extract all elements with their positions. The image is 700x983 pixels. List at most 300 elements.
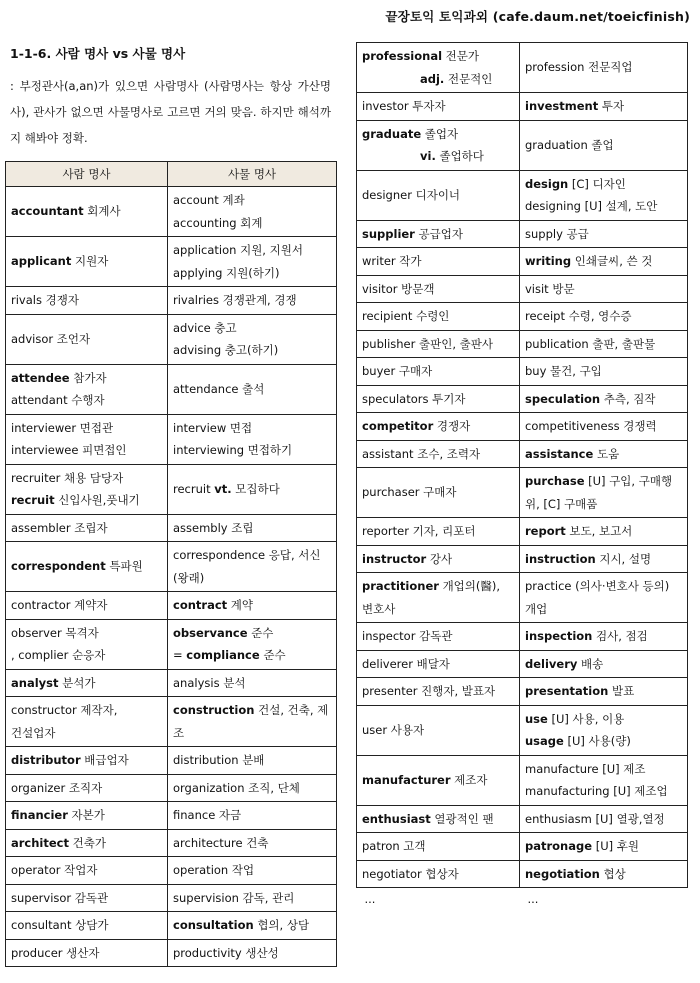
bold-term: assistance [525, 446, 594, 461]
cell-line [362, 95, 514, 118]
cell-line [362, 769, 514, 792]
cell-line [173, 189, 331, 212]
cell-text: recruit [173, 481, 215, 496]
table-row [6, 857, 337, 885]
cell-text: assistant 조수, 조력자 [362, 446, 481, 461]
cell-text: 자본가 [67, 808, 105, 822]
cell-text: 협상 [599, 866, 626, 881]
bold-term: vi. [420, 149, 436, 163]
cell-text: 준수 [247, 625, 274, 640]
cell-line [173, 212, 331, 235]
table-row [6, 747, 337, 775]
person-noun-cell [357, 650, 520, 678]
cell-line [173, 804, 331, 827]
thing-noun-cell [520, 43, 688, 93]
cell-text: rivals 경쟁자 [11, 293, 79, 307]
cell-line [173, 832, 331, 855]
cell-line [525, 653, 682, 676]
bold-term: financier [11, 808, 68, 822]
cell-line [362, 250, 514, 273]
person-noun-cell [357, 678, 520, 706]
thing-noun-cell [520, 545, 688, 573]
cell-text: 전문가 [442, 49, 480, 63]
cell-line [11, 832, 162, 855]
thing-noun-cell [168, 187, 337, 237]
person-noun-cell [357, 330, 520, 358]
cell-line [362, 548, 514, 571]
cell-text: 검사, 점검 [592, 629, 648, 643]
cell-line [11, 622, 162, 645]
thing-noun-cell [520, 833, 688, 861]
cell-line [173, 439, 331, 462]
cell-text: visitor 방문객 [362, 281, 435, 296]
thing-noun-cell [520, 623, 688, 651]
cell-text: 개업의(醫), 변호사 [362, 579, 501, 616]
cell-text: manufacture [U] 제조 [525, 761, 646, 776]
bold-term: observance [173, 625, 248, 640]
cell-line [525, 520, 682, 543]
thing-noun-cell [520, 860, 688, 888]
table-row [6, 542, 337, 592]
table-row [6, 287, 337, 315]
cell-line [525, 333, 682, 356]
thing-noun-cell [520, 358, 688, 386]
ellipsis-text: ... [527, 892, 539, 906]
cell-line [525, 575, 682, 620]
bold-term: speculation [525, 391, 601, 406]
cell-text: reporter 기자, 리포터 [362, 524, 476, 538]
thing-noun-cell [520, 573, 688, 623]
cell-text: 공급업자 [414, 226, 463, 241]
person-noun-cell [6, 314, 168, 364]
cell-text: purchaser 구매자 [362, 485, 457, 500]
table-row [357, 220, 688, 248]
cell-text: assembler 조립자 [11, 520, 108, 535]
cell-text: negotiator 협상자 [362, 866, 459, 881]
thing-noun-cell [520, 468, 688, 518]
person-noun-cell [357, 573, 520, 623]
cell-line [362, 123, 514, 146]
table-header-row [6, 162, 337, 187]
bold-term: use [525, 711, 548, 726]
table-row [6, 414, 337, 464]
cell-text: advising 충고(하기) [173, 343, 279, 357]
cell-line [173, 378, 331, 401]
cell-text: 발표 [608, 684, 635, 698]
cell-text: advice 충고 [173, 320, 237, 335]
cell-line [525, 415, 682, 438]
table-row [6, 592, 337, 620]
thing-noun-cell [168, 697, 337, 747]
cell-text: writer 작가 [362, 254, 422, 268]
cell-line [362, 184, 514, 207]
table-row [6, 697, 337, 747]
cell-text: , complier 순응자 [11, 648, 106, 662]
cell-line [525, 808, 682, 831]
cell-line [362, 45, 514, 68]
cell-line [525, 548, 682, 571]
person-noun-cell [6, 829, 168, 857]
section-intro: : 부정관사(a,an)가 있으면 사람명사 (사람명사는 항상 가산명사), 관사가 없으면 사물명사로 고르면 거의 맞음. 하지만 해석까지 해봐야 정확. [10, 79, 331, 145]
cell-text: 경쟁자 [433, 419, 471, 433]
cell-text: 보도, 보고서 [565, 524, 633, 538]
person-noun-cell [357, 805, 520, 833]
cell-line [525, 223, 682, 246]
cell-text: 건설업자 [11, 725, 56, 740]
person-noun-cell [357, 705, 520, 755]
person-noun-cell [6, 912, 168, 940]
table-row [357, 545, 688, 573]
cell-line [362, 680, 514, 703]
cell-line [362, 625, 514, 648]
person-noun-cell [357, 860, 520, 888]
cell-text: buy 물건, 구입 [525, 364, 602, 378]
ellipsis-row [357, 888, 688, 911]
cell-line [362, 520, 514, 543]
bold-term: architect [11, 835, 69, 850]
person-noun-cell [6, 802, 168, 830]
cell-text: interview 면접 [173, 420, 253, 435]
cell-text: 건축가 [69, 835, 106, 850]
cell-text: constructor 제작자, [11, 703, 118, 717]
cell-text: user 사용자 [362, 722, 425, 737]
cell-text: recruiter 채용 담당자 [11, 470, 124, 485]
table-row [357, 120, 688, 170]
cell-line [11, 777, 162, 800]
cell-line [11, 467, 162, 490]
person-noun-cell [6, 592, 168, 620]
cell-line [173, 339, 331, 362]
table-row [357, 518, 688, 546]
bold-term: analyst [11, 675, 59, 690]
table-row [357, 573, 688, 623]
cell-line [525, 758, 682, 781]
person-noun-cell [357, 755, 520, 805]
cell-text: 열광적인 팬 [430, 811, 494, 826]
left-column [5, 44, 335, 967]
table-row [357, 303, 688, 331]
person-noun-cell [357, 518, 520, 546]
cell-text: publisher 출판인, 출판사 [362, 336, 493, 351]
cell-text: 분석가 [58, 675, 96, 690]
cell-line [173, 622, 331, 645]
cell-line [525, 470, 682, 515]
thing-noun-cell [168, 592, 337, 620]
table-row [357, 705, 688, 755]
cell-text: finance 자금 [173, 808, 242, 822]
bold-term: attendee [11, 370, 70, 385]
bold-term: patronage [525, 839, 593, 853]
cell-text: consultant 상담가 [11, 918, 109, 932]
table-row [357, 650, 688, 678]
person-noun-cell [357, 120, 520, 170]
table-row [357, 330, 688, 358]
cell-line [173, 262, 331, 285]
cell-line [525, 95, 682, 118]
bold-term: distributor [11, 753, 81, 767]
thing-noun-cell [168, 542, 337, 592]
person-noun-cell [357, 93, 520, 121]
thing-noun-cell [520, 518, 688, 546]
table-row [357, 623, 688, 651]
person-noun-cell [357, 303, 520, 331]
table-row [6, 774, 337, 802]
cell-text: 모집하다 [231, 481, 280, 496]
cell-line [11, 289, 162, 312]
cell-text: 인쇄글씨, 쓴 것 [571, 254, 653, 268]
cell-text: = [173, 648, 187, 662]
cell-text: attendant 수행자 [11, 393, 105, 407]
cell-text: interviewing 면접하기 [173, 443, 293, 457]
cell-text: recipient 수령인 [362, 309, 450, 323]
cell-text: [U] 구입, 구매행위, [C] 구매품 [525, 474, 673, 511]
table-row [6, 619, 337, 669]
cell-line [525, 134, 682, 157]
bold-term: investment [525, 99, 599, 113]
cell-line [173, 594, 331, 617]
cell-text: enthusiasm [U] 열광,열정 [525, 811, 665, 826]
cell-text: 도움 [593, 446, 620, 461]
cell-text: [U] 후원 [592, 839, 639, 853]
table-row [6, 669, 337, 697]
thing-noun-cell [520, 93, 688, 121]
thing-noun-cell [168, 287, 337, 315]
cell-text: accounting 회계 [173, 215, 263, 230]
cell-text: 투자 [598, 99, 625, 113]
table-row [357, 440, 688, 468]
thing-noun-cell [168, 669, 337, 697]
person-noun-cell [6, 939, 168, 967]
cell-line [173, 289, 331, 312]
bold-term: practitioner [362, 579, 439, 593]
cell-line [173, 859, 331, 882]
cell-line [173, 517, 331, 540]
cell-text: rivalries 경쟁관계, 경쟁 [173, 293, 297, 307]
cell-line [525, 56, 682, 79]
cell-line [525, 863, 682, 886]
cell-line [11, 517, 162, 540]
cell-text: visit 방문 [525, 281, 575, 296]
cell-text: 참가자 [69, 370, 107, 385]
cell-text: 배송 [577, 656, 604, 671]
table-row [6, 364, 337, 414]
table-row [357, 833, 688, 861]
cell-text: 협의, 상담 [253, 918, 310, 932]
person-noun-cell [6, 364, 168, 414]
thing-noun-cell [520, 805, 688, 833]
cell-line [11, 328, 162, 351]
table-row [357, 385, 688, 413]
cell-line [11, 489, 162, 512]
cell-text: [C] 디자인 [568, 176, 626, 191]
cell-text: distribution 분배 [173, 753, 265, 767]
cell-line [362, 415, 514, 438]
cell-text: 지원자 [71, 254, 109, 269]
cell-text: 건설, 건축, 제조 [173, 703, 329, 740]
header-thing-noun: 사물 명사 [168, 162, 337, 187]
person-noun-cell [6, 542, 168, 592]
bold-term: delivery [525, 656, 578, 671]
cell-text: correspondence 응답, 서신(왕래) [173, 548, 321, 585]
cell-line [173, 239, 331, 262]
bold-term: competitor [362, 419, 434, 433]
cell-line [525, 625, 682, 648]
cell-text: interviewer 면접관 [11, 420, 114, 435]
cell-line [362, 68, 514, 91]
cell-text: investor 투자자 [362, 99, 446, 113]
person-noun-cell [357, 220, 520, 248]
cell-line [11, 942, 162, 965]
cell-text: operator 작업자 [11, 863, 98, 877]
cell-text: 준수 [259, 648, 286, 662]
table-row [6, 314, 337, 364]
cell-text: 추측, 짐작 [600, 391, 656, 406]
thing-noun-cell [168, 829, 337, 857]
table-row [6, 912, 337, 940]
cell-line [173, 644, 331, 667]
thing-noun-cell [168, 314, 337, 364]
header-person-noun: 사람 명사 [6, 162, 168, 187]
thing-noun-cell [520, 755, 688, 805]
cell-text: buyer 구매자 [362, 364, 433, 378]
person-noun-cell [357, 358, 520, 386]
cell-text: 강사 [426, 551, 453, 566]
cell-line [11, 749, 162, 772]
cell-text: applying 지원(하기) [173, 265, 280, 280]
thing-noun-cell [168, 884, 337, 912]
person-noun-cell [357, 468, 520, 518]
person-noun-cell [6, 287, 168, 315]
bold-term: instructor [362, 551, 427, 566]
cell-line [11, 250, 162, 273]
table-row [357, 43, 688, 93]
thing-noun-cell [520, 413, 688, 441]
person-noun-cell [6, 514, 168, 542]
person-noun-cell [357, 248, 520, 276]
cell-text: patron 고객 [362, 839, 426, 853]
cell-text: competitiveness 경쟁력 [525, 419, 657, 433]
bold-term: graduate [362, 126, 422, 141]
thing-noun-cell [168, 414, 337, 464]
bold-term: writing [525, 254, 572, 268]
bold-term: instruction [525, 551, 596, 566]
thing-noun-cell [168, 939, 337, 967]
cell-line [525, 443, 682, 466]
cell-line [362, 653, 514, 676]
cell-line [173, 317, 331, 340]
thing-noun-cell [520, 303, 688, 331]
cell-text: attendance 출석 [173, 381, 265, 396]
table-row [357, 93, 688, 121]
cell-text: 배급업자 [80, 753, 129, 767]
table-row [357, 275, 688, 303]
cell-line [362, 835, 514, 858]
cell-text: supervision 감독, 관리 [173, 890, 295, 905]
cell-text: operation 작업 [173, 863, 255, 877]
cell-line [173, 942, 331, 965]
thing-noun-cell [520, 440, 688, 468]
bold-term: professional [362, 49, 443, 63]
cell-text: [U] 사용(량) [563, 734, 631, 748]
thing-noun-cell [168, 912, 337, 940]
cell-text: designer 디자이너 [362, 187, 461, 202]
thing-noun-cell [520, 170, 688, 220]
person-noun-cell [6, 747, 168, 775]
person-noun-cell [357, 43, 520, 93]
cell-line [525, 278, 682, 301]
cell-text: 졸업자 [421, 126, 459, 141]
cell-text: 신입사원,풋내기 [54, 493, 140, 507]
cell-text: 전문적인 [444, 71, 493, 86]
person-noun-cell [6, 774, 168, 802]
thing-noun-cell [520, 120, 688, 170]
cell-line [525, 730, 682, 753]
person-noun-cell [357, 440, 520, 468]
section-title: 1-1-6. 사람 명사 vs 사물 명사 [10, 46, 186, 61]
cell-line [525, 388, 682, 411]
cell-text: interviewee 피면접인 [11, 443, 127, 457]
person-noun-cell [6, 697, 168, 747]
bold-term: applicant [11, 254, 72, 269]
bold-term: compliance [186, 648, 260, 662]
table-row [6, 829, 337, 857]
cell-text: producer 생산자 [11, 945, 100, 960]
cell-text: productivity 생산성 [173, 945, 279, 960]
bold-term: vt. [214, 481, 232, 496]
bold-term: manufacturer [362, 772, 451, 787]
page-header: 끝장토익 토익과외 (cafe.daum.net/toeicfinish) [385, 9, 690, 24]
thing-noun-cell [520, 650, 688, 678]
cell-line [362, 388, 514, 411]
cell-text: 졸업하다 [435, 149, 484, 163]
cell-line [525, 195, 682, 218]
thing-noun-cell [168, 747, 337, 775]
thing-noun-cell [168, 464, 337, 514]
table-row [357, 413, 688, 441]
cell-line [11, 672, 162, 695]
cell-text: advisor 조언자 [11, 331, 91, 346]
person-noun-cell [357, 413, 520, 441]
cell-line [11, 644, 162, 667]
table-row [357, 805, 688, 833]
cell-text: application 지원, 지원서 [173, 243, 303, 257]
cell-line [11, 439, 162, 462]
cell-line [11, 417, 162, 440]
cell-line [362, 863, 514, 886]
cell-text: analysis 분석 [173, 675, 246, 690]
ellipsis-text: ... [364, 892, 376, 906]
table-row [357, 170, 688, 220]
cell-text: 제조자 [450, 772, 488, 787]
cell-line [11, 722, 162, 745]
cell-text: practice (의사·변호사 등의) 개업 [525, 579, 670, 616]
cell-line [362, 278, 514, 301]
cell-line [362, 305, 514, 328]
cell-text: speculators 투기자 [362, 391, 466, 406]
cell-text: account 계좌 [173, 193, 245, 207]
cell-line [173, 699, 331, 744]
table-row [6, 884, 337, 912]
cell-line [362, 808, 514, 831]
cell-text: profession 전문직업 [525, 60, 633, 75]
table-row [6, 939, 337, 967]
cell-line [525, 250, 682, 273]
cell-text: 회계사 [83, 204, 121, 219]
bold-term: contract [173, 598, 228, 612]
thing-noun-cell [168, 857, 337, 885]
cell-line [11, 200, 162, 223]
cell-line [362, 575, 514, 620]
